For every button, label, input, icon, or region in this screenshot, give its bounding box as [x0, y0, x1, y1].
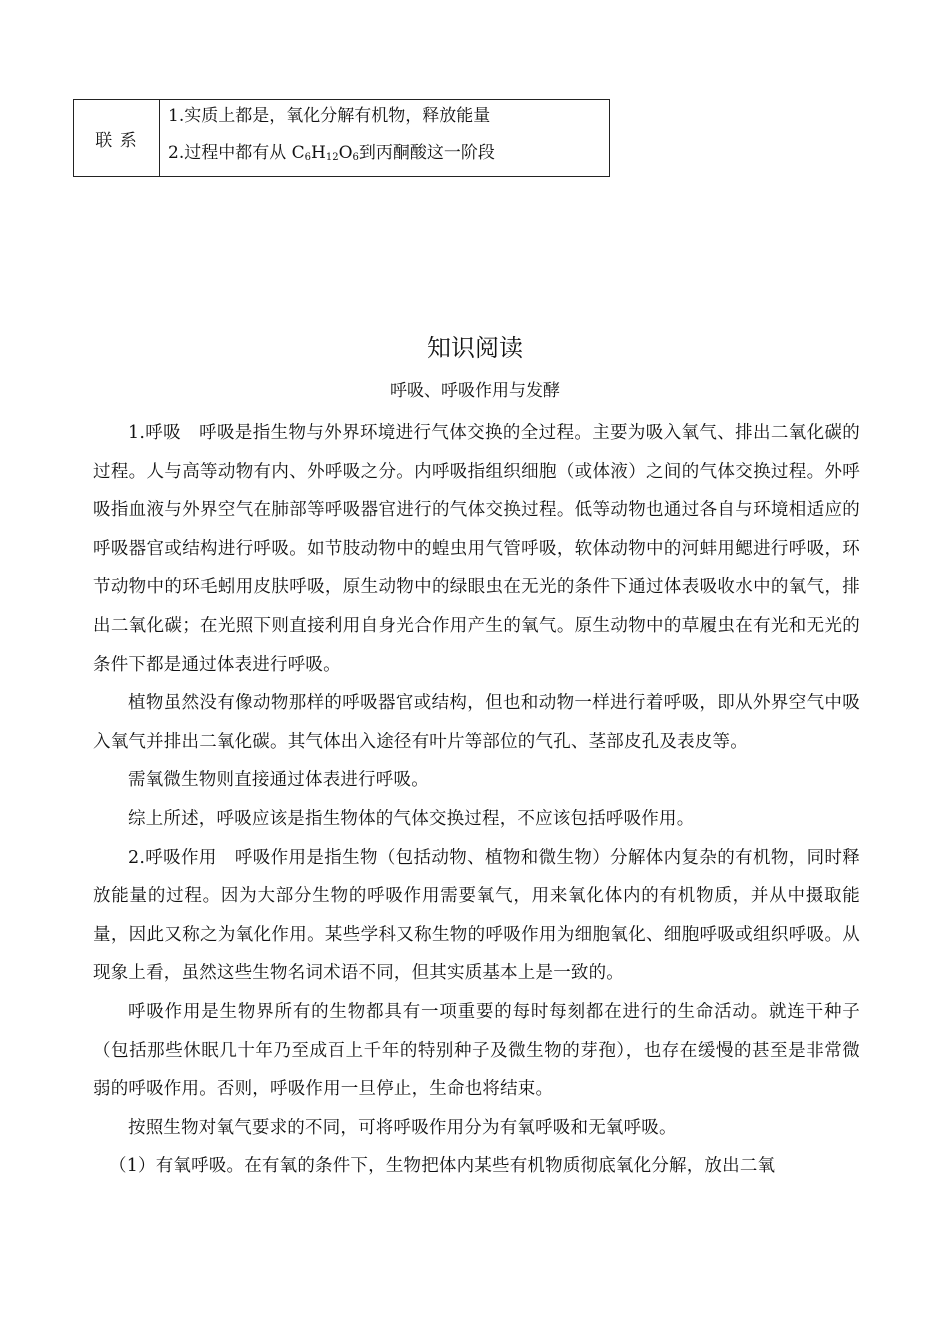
paragraph-aerobic: （1）有氧呼吸。在有氧的条件下，生物把体内某些有机物质彻底氧化分解，放出二氧 — [109, 1156, 776, 1177]
carbon-subscript: 6 — [304, 152, 312, 163]
paragraph-respiratory-action — [93, 839, 860, 993]
paragraph-heading: 2.呼吸作用 — [128, 847, 217, 868]
paragraph: 需氧微生物则直接通过体表进行呼吸。 — [128, 770, 429, 791]
paragraph-heading: 1.呼吸 — [128, 423, 181, 443]
comparison-table — [73, 99, 610, 177]
line2-prefix: 2.过程中都有从 C — [168, 143, 305, 163]
oxygen-symbol: O — [338, 143, 353, 163]
paragraph: 呼吸作用是生物界所有的生物都具有一项重要的每时每刻都在进行的生命活动。就连干种子（包括那些休眠几十年乃至成百上千年的特别种子及微生物的芽孢），也存在缓慢的甚至是非常微弱的呼吸作用。否则，呼吸作用一旦停止，生命也将结束。 — [93, 1001, 860, 1100]
oxygen-subscript: 6 — [352, 152, 359, 163]
table-line-2 — [168, 138, 609, 175]
line2-suffix: 到丙酮酸这一阶段 — [358, 143, 495, 163]
paragraph: 按照生物对氧气要求的不同，可将呼吸作用分为有氧呼吸和无氧呼吸。 — [128, 1117, 677, 1138]
article-body — [93, 414, 860, 1186]
hydrogen-subscript: 12 — [325, 152, 339, 163]
paragraph-respiration — [93, 414, 860, 684]
table-line-1: 1.实质上都是，氧化分解有机物，释放能量 — [168, 106, 491, 126]
page-title: 知识阅读 — [427, 334, 523, 362]
paragraph-text: 呼吸是指生物与外界环境进行气体交换的全过程。主要为吸入氧气、排出二氧化碳的过程。人与高等动物有内、外呼吸之分。内呼吸指组织细胞（或体液）之间的气体交换过程。外呼吸指血液与外界空气在肺部等呼吸器官进行的气体交换过程。低等动物也通过各自与环境相适应的呼吸器官或结构进行呼吸。如节肢动物中的蝗虫用气管呼吸，软体动物中的河蚌用鳃进行呼吸，环节动物中的环毛蚓用皮肤呼吸，原生动物中的绿眼虫在无光的条件下通过体表吸收水中的氧气，排出二氧化碳；在光照下则直接利用自身光合作用产生的氧气。原生动物中的草履虫在有光和无光的条件下都是通过体表进行呼吸。 — [93, 423, 860, 675]
table-cell — [160, 100, 609, 176]
page-subtitle: 呼吸、呼吸作用与发酵 — [390, 381, 560, 401]
paragraph: 综上所述，呼吸应该是指生物体的气体交换过程，不应该包括呼吸作用。 — [128, 808, 695, 829]
table-row-label: 联 系 — [74, 100, 160, 176]
paragraph: 植物虽然没有像动物那样的呼吸器官或结构，但也和动物一样进行着呼吸，即从外界空气中吸入氧气并排出二氧化碳。其气体出入途径有叶片等部位的气孔、茎部皮孔及表皮等。 — [93, 693, 860, 752]
hydrogen-symbol: H — [311, 143, 326, 163]
paragraph-text: 呼吸作用是指生物（包括动物、植物和微生物）分解体内复杂的有机物，同时释放能量的过程。因为大部分生物的呼吸作用需要氧气，用来氧化体内的有机物质，并从中摄取能量，因此又称之为氧化作用。某些学科又称生物的呼吸作用为细胞氧化、细胞呼吸或组织呼吸。从现象上看，虽然这些生物名词术语不同，但其实质基本上是一致的。 — [93, 847, 861, 984]
